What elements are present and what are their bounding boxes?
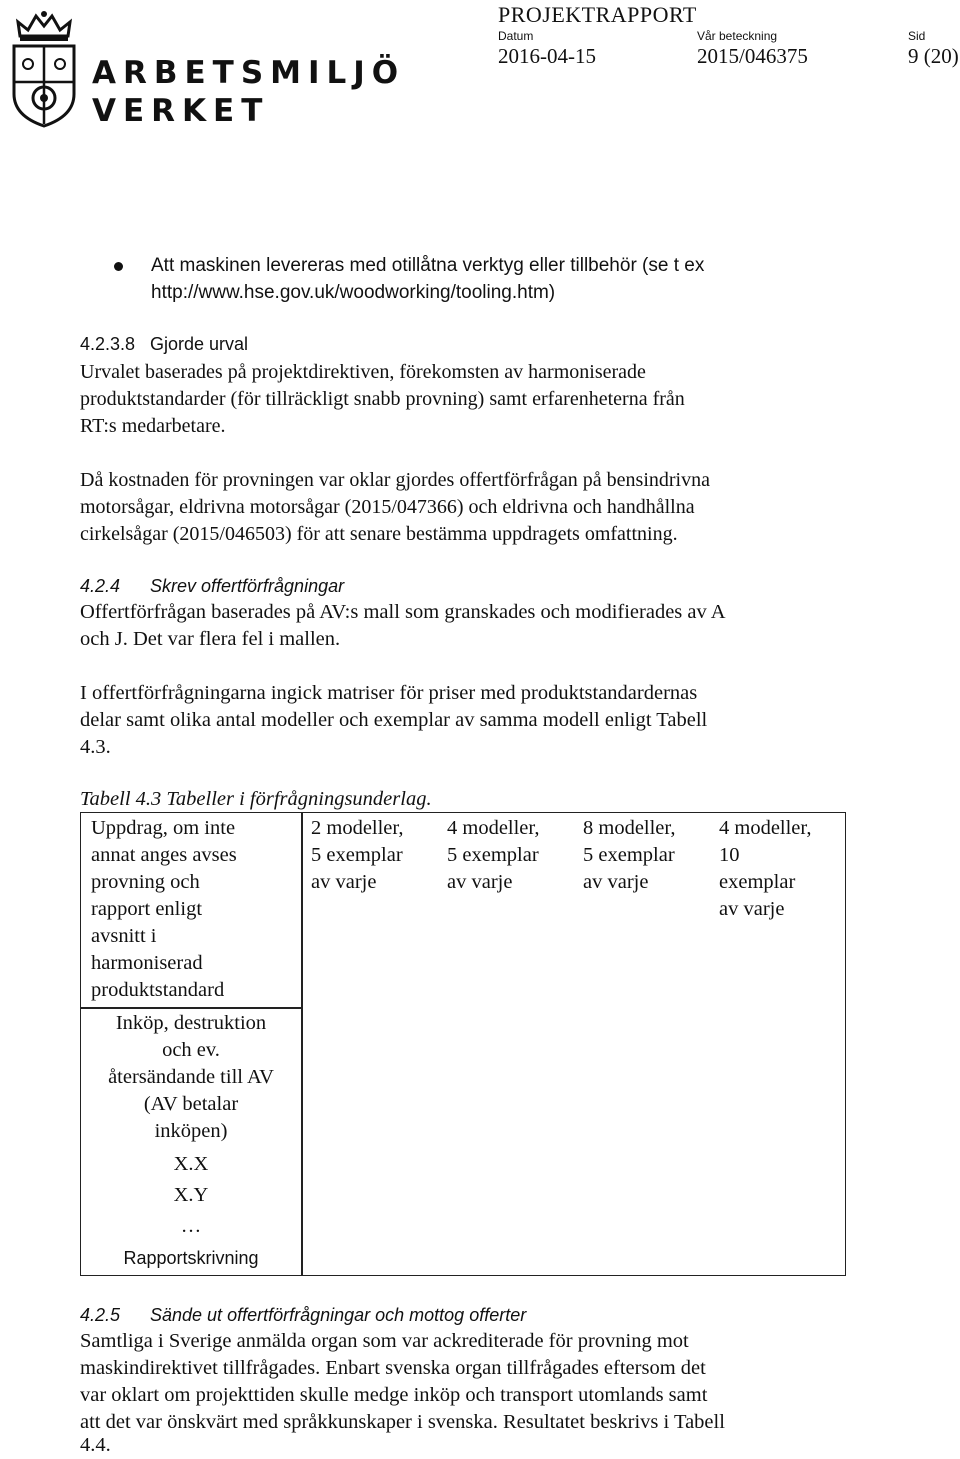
cell-line: avsnitt i xyxy=(91,925,157,947)
agency-name-line2: VERKET xyxy=(92,93,270,129)
cell-line: (AV betalar xyxy=(143,1093,239,1115)
section-number: 4.2.3.8 xyxy=(80,334,136,354)
cell-line: exemplar xyxy=(719,871,796,893)
cell-line: 5 exemplar xyxy=(447,844,539,866)
table-header-cell xyxy=(91,815,237,1004)
date-value: 2016-04-15 xyxy=(498,44,596,68)
paragraph-line: RT:s medarbetare. xyxy=(80,415,226,437)
cell-line: 5 exemplar xyxy=(583,844,675,866)
cell-line: Uppdrag, om inte xyxy=(91,817,236,839)
date-label: Datum xyxy=(498,29,534,43)
section-heading-4238 xyxy=(80,332,248,356)
paragraph-line: Urvalet baserades på projektdirektiven, förekomsten av harmoniserade xyxy=(80,361,646,383)
agency-logo xyxy=(6,6,406,134)
bullet-line-1: Att maskinen levereras med otillåtna verktyg eller tillbehör (se t ex xyxy=(151,255,705,276)
paragraph-line: att det var önskvärt med språkkunskaper i svenska. Resultatet beskrivs i Tabell xyxy=(80,1411,725,1433)
cell-line: 10 xyxy=(719,844,740,866)
column-divider xyxy=(301,813,303,1275)
cell-line: harmoniserad xyxy=(91,952,203,974)
section-heading-425 xyxy=(80,1303,526,1327)
cell-line: av varje xyxy=(447,871,513,893)
paragraph-line: Då kostnaden för provningen var oklar gjordes offertförfrågan på bensindrivna xyxy=(80,469,710,491)
cell-line: 5 exemplar xyxy=(311,844,403,866)
paragraph-line: produktstandarder (för tillräckligt snabb provning) samt erfarenheterna från xyxy=(80,388,685,410)
paragraph-line: var oklart om projekttiden skulle medge inköp och transport utomlands samt xyxy=(80,1384,708,1406)
paragraph-line: maskindirektivet tillfrågades. Enbart svenska organ tillfrågades eftersom det xyxy=(80,1357,706,1379)
cell-line: provning och xyxy=(91,871,200,893)
cell-line: av varje xyxy=(583,871,649,893)
cell-line: produktstandard xyxy=(91,979,225,1001)
table-row-label-report: Rapportskrivning xyxy=(123,1248,259,1268)
paragraph-line: 4.3. xyxy=(80,736,111,758)
table-row-label: X.Y xyxy=(173,1184,209,1206)
agency-name xyxy=(92,54,405,130)
cell-line: 4 modeller, xyxy=(447,817,540,839)
paragraph-line: Samtliga i Sverige anmälda organ som var ackrediterade för provning mot xyxy=(80,1330,689,1352)
section-title: Sände ut offertförfrågningar och mottog offerter xyxy=(150,1305,527,1325)
page-label: Sid xyxy=(908,29,926,43)
table-row-label: … xyxy=(180,1215,202,1237)
cell-line: återsändande till AV xyxy=(108,1066,274,1088)
agency-name-line1: ARBETSMILJÖ xyxy=(92,55,406,91)
section-number: 4.2.5 xyxy=(80,1305,121,1325)
paragraph-line: och J. Det var flera fel i mallen. xyxy=(80,628,341,650)
bullet-link-text: http://www.hse.gov.uk/woodworking/tooling.htm) xyxy=(151,282,556,303)
row-divider xyxy=(81,1007,301,1009)
paragraph-line: I offertförfrågningarna ingick matriser för priser med produktstandardernas xyxy=(80,682,698,704)
table-row-label-purchase xyxy=(81,1010,301,1145)
section-number: 4.2.4 xyxy=(80,576,121,596)
crown-coat-of-arms-icon xyxy=(6,6,82,130)
cell-line: 4 modeller, xyxy=(719,817,812,839)
paragraph-line: delar samt olika antal modeller och exemplar av samma modell enligt Tabell xyxy=(80,709,708,731)
cell-line: 2 modeller, xyxy=(311,817,404,839)
table-header-cell xyxy=(719,815,812,923)
section-heading-424 xyxy=(80,574,344,598)
table-caption: Tabell 4.3 Tabeller i förfrågningsunderlag. xyxy=(80,788,432,810)
table-header-cell xyxy=(447,815,540,896)
page-number: 9 (20) xyxy=(908,44,959,68)
paragraph-line: motorsågar, eldrivna motorsågar (2015/047366) och eldrivna och handhållna xyxy=(80,496,695,518)
price-matrix-table xyxy=(80,812,846,1276)
paragraph-line: cirkelsågar (2015/046503) för att senare bestämma uppdragets omfattning. xyxy=(80,523,678,545)
document-type: PROJEKTRAPPORT xyxy=(498,2,697,27)
cell-line: Inköp, destruktion xyxy=(115,1012,267,1034)
cell-line: av varje xyxy=(719,898,785,920)
paragraph-line: 4.4. xyxy=(80,1434,111,1456)
section-title: Gjorde urval xyxy=(150,334,249,354)
table-header-cell xyxy=(583,815,676,896)
cell-line: rapport enligt xyxy=(91,898,203,920)
table-header-cell xyxy=(311,815,404,896)
cell-line: av varje xyxy=(311,871,377,893)
reference-value: 2015/046375 xyxy=(697,44,808,68)
paragraph-line: Offertförfrågan baserades på AV:s mall som granskades och modifierades av A xyxy=(80,601,726,623)
cell-line: annat anges avses xyxy=(91,844,237,866)
table-row-label: X.X xyxy=(173,1153,209,1175)
cell-line: och ev. xyxy=(162,1039,220,1061)
cell-line: 8 modeller, xyxy=(583,817,676,839)
section-title: Skrev offertförfrågningar xyxy=(150,576,345,596)
bullet-dot xyxy=(114,262,123,271)
cell-line: inköpen) xyxy=(154,1120,228,1142)
reference-label: Vår beteckning xyxy=(697,29,778,43)
